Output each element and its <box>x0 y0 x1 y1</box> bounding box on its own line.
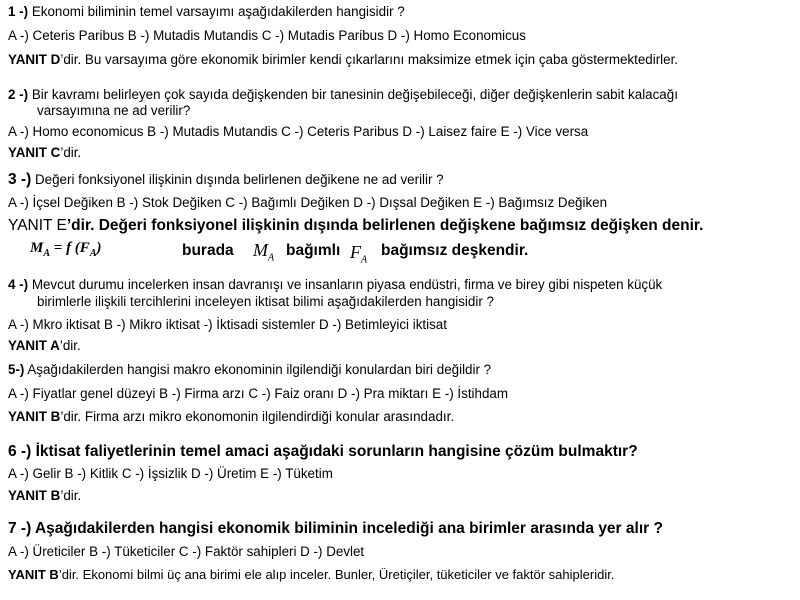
q3-bagimli: bağımlı <box>286 242 341 259</box>
q4-answer-text: ’dir. <box>59 338 81 353</box>
q6-number: 6 -) <box>8 443 32 460</box>
q6-answer-text: ’dir. <box>60 488 82 503</box>
q7-number: 7 -) <box>8 520 32 537</box>
q7-text: Aşağıdakilerden hangisi ekonomik biliminin incelediği ana birimler arasında yer alır ? <box>34 520 663 537</box>
q6-question <box>8 444 638 460</box>
q1-number: 1 -) <box>8 4 29 19</box>
q7-options: A -) Üreticiler B -) Tüketiciler C -) Faktör sahipleri D -) Devlet <box>8 544 365 559</box>
formula-lhs: M <box>30 240 44 256</box>
q3-question <box>8 172 444 188</box>
formula-lhs-sub: A <box>43 248 51 259</box>
q5-answer-label: YANIT B <box>8 409 61 424</box>
q4-answer-label: YANIT A <box>8 338 60 353</box>
q4-number: 4 -) <box>8 277 29 292</box>
q1-text: Ekonomi biliminin temel varsayımı aşağıdakilerden hangisidir ? <box>31 4 405 19</box>
q7-answer-label: YANIT B <box>8 567 59 582</box>
q5-answer <box>8 409 454 425</box>
q4-text-line1: Mevcut durumu incelerken insan davranışı ve insanların piyasa endüstri, firma ve birey gibi nispeten küçük <box>31 277 663 292</box>
q3-options: A -) İçsel Değiken B -) Stok Değiken C -) Bağımlı Değiken D -) Dışsal Değiken E -) Bağımsız Değiken <box>8 195 608 210</box>
f-sub: A <box>361 254 368 266</box>
q6-answer-label: YANIT B <box>8 488 61 503</box>
q2-question <box>8 87 678 103</box>
q2-number: 2 -) <box>8 87 29 102</box>
formula-eq-sub: A <box>89 248 97 259</box>
q2-answer-label: YANIT C <box>8 145 61 160</box>
q2-answer-text: ’dir. <box>60 145 82 160</box>
q3-text: Değeri fonksiyonel ilişkinin dışında belirlenen değikene ne ad verilir ? <box>34 172 444 187</box>
f-letter: F <box>350 242 361 262</box>
q5-question <box>8 362 491 378</box>
q1-answer-label: YANIT D <box>8 52 61 67</box>
q3-bagimsiz: bağımsız deşkendir. <box>381 242 529 259</box>
q3-answer <box>8 218 703 234</box>
m-letter: M <box>253 240 268 260</box>
q6-answer <box>8 488 81 504</box>
q3-number: 3 -) <box>8 171 32 188</box>
q7-answer-text: ’dir. Ekonomi bilmi üç ana birimi ele alıp inceler. Bunler, Üretiçiler, tüketiciler ve faktör sahipleridir. <box>58 567 615 582</box>
q3-f-symbol <box>350 242 367 266</box>
q2-text-line1: Bir kavramı belirleyen çok sayıda değişkenden bir tanesinin değişebileceği, diğer değişkenlerin sabit kalacağı <box>31 87 678 102</box>
formula-eq: = f (F <box>53 240 90 256</box>
q4-question <box>8 277 662 293</box>
q6-text: İktisat faliyetlerinin temel amaci aşağıdaki sorunların hangisine çözüm bulmaktır? <box>35 443 638 460</box>
q2-answer <box>8 145 81 161</box>
q3-formula <box>30 240 101 259</box>
q1-answer-text: ’dir. Bu varsayıma göre ekonomik birimler kendi çıkarlarını maksimize etmek için çaba göstermektedirler. <box>60 52 679 67</box>
q1-options: A -) Ceteris Paribus B -) Mutadis Mutandis C -) Mutadis Paribus D -) Homo Economicus <box>8 28 526 43</box>
m-sub: A <box>268 252 275 264</box>
q6-options: A -) Gelir B -) Kitlik C -) İşsizlik D -) Üretim E -) Tüketim <box>8 466 333 481</box>
q4-text-line2: birimlerle ilişkili tercihlerini inceleyen iktisat bilimi aşağıdakilerden hangisidir ? <box>37 294 494 309</box>
q1-answer <box>8 52 678 68</box>
q3-answer-label: YANIT E <box>8 217 67 234</box>
q4-answer <box>8 338 81 354</box>
q7-question <box>8 521 663 537</box>
q3-m-symbol <box>253 240 274 264</box>
q3-burada: burada <box>182 242 234 259</box>
q5-answer-text: ’dir. Firma arzı mikro ekonomonin ilgilendirdiği konular arasındadır. <box>60 409 455 424</box>
q5-number: 5-) <box>8 362 25 377</box>
q2-options: A -) Homo economicus B -) Mutadis Mutandis C -) Ceteris Paribus D -) Laisez faire E -) Vice versa <box>8 124 589 139</box>
q1-question <box>8 4 405 20</box>
q3-answer-text: ’dir. Değeri fonksiyonel ilişkinin dışında belirlenen değişkene bağımsız değişken denir. <box>66 217 704 234</box>
q5-text: Aşağıdakilerden hangisi makro ekonominin ilgilendiği konulardan biri değildir ? <box>27 362 492 377</box>
q7-answer <box>8 567 614 583</box>
q2-text-line2: varsayımına ne ad verilir? <box>37 103 191 118</box>
formula-close: ) <box>96 240 102 256</box>
q5-options: A -) Fiyatlar genel düzeyi B -) Firma arzı C -) Faiz oranı D -) Pra miktarı E -) İstihdam <box>8 386 509 401</box>
q4-options: A -) Mkro iktisat B -) Mikro iktisat -) İktisadi sistemler D -) Betimleyici iktisat <box>8 317 447 332</box>
